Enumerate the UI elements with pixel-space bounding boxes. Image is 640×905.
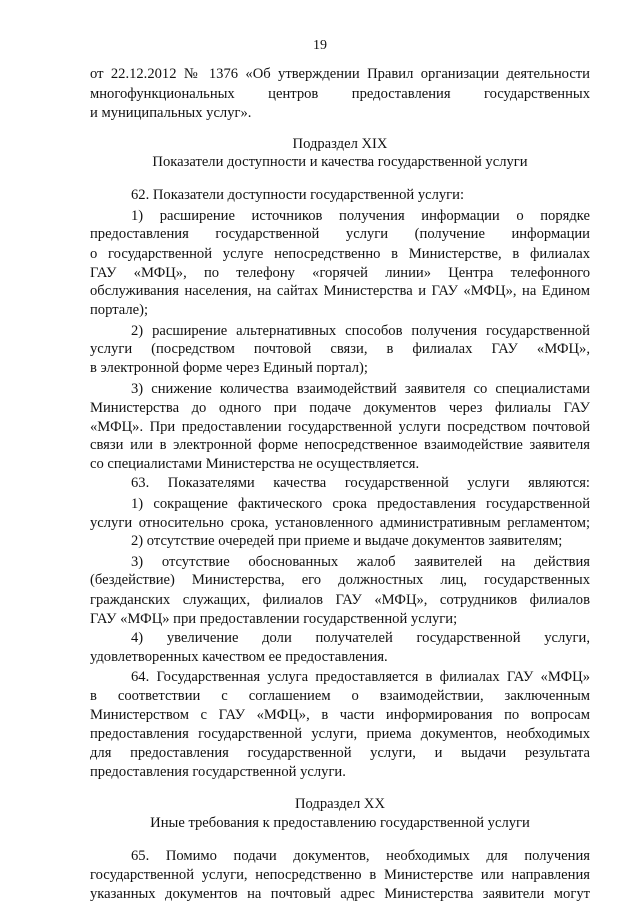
subsection-title: Показатели доступности и качества государственной услуги: [152, 154, 528, 170]
text-line: ГАУ «МФЦ», по телефону «горячей линии» Центра телефонного: [90, 265, 590, 281]
text-line: для предоставления государственной услуги, и выдачи результата: [90, 745, 590, 761]
text-line: 4) увеличение доли получателей государственной услуги,: [131, 630, 590, 646]
text-line: услуги относительно срока, установленного административным регламентом;: [90, 515, 590, 531]
text-line: «МФЦ». При предоставлении государственной услуги посредством почтовой: [90, 419, 590, 435]
text-line: обслуживания населения, на сайтах Министерства и ГАУ «МФЦ», на Едином: [90, 283, 590, 299]
text-line: 65. Помимо подачи документов, необходимых для получения: [131, 848, 590, 864]
text-line: 62. Показатели доступности государственной услуги:: [131, 187, 465, 203]
text-line: услуги (посредством почтовой связи, в филиалах ГАУ «МФЦ»,: [90, 341, 590, 357]
text-line: удовлетворенных качеством ее предоставления.: [90, 649, 388, 665]
text-line: предоставления государственной услуги (получение информации: [90, 226, 590, 242]
text-line: 3) отсутствие обоснованных жалоб заявителей на действия: [131, 554, 590, 570]
text-line: со специалистами Министерства не осуществляется.: [90, 456, 420, 472]
page-number: 19: [313, 38, 327, 53]
text-line: в соответствии с соглашением о взаимодействии, заключенным: [90, 688, 590, 704]
text-line: указанных документов на почтовый адрес Министерства заявители могут: [90, 886, 590, 902]
text-line: предоставления государственной услуги.: [90, 764, 346, 780]
text-line: 64. Государственная услуга предоставляется в филиалах ГАУ «МФЦ»: [131, 669, 590, 685]
text-line: многофункциональных центров предоставления государственных: [90, 86, 590, 102]
text-line: связи или в электронной форме непосредственное взаимодействие заявителя: [90, 437, 590, 453]
text-line: Министерством с ГАУ «МФЦ», в части информирования по вопросам: [90, 707, 590, 723]
text-line: 2) расширение альтернативных способов получения государственной: [131, 323, 590, 339]
text-line: (бездействие) Министерства, его должностных лиц, государственных: [90, 572, 590, 588]
subsection-heading: Подраздел XX: [294, 796, 386, 812]
text-line: предоставления государственной услуги, приема документов, необходимых: [90, 726, 590, 742]
text-line: в электронной форме через Единый портал);: [90, 360, 368, 376]
text-line: государственной услуги, непосредственно в Министерстве или направления: [90, 867, 590, 883]
text-line: и муниципальных услуг».: [90, 105, 252, 121]
text-line: портале);: [90, 302, 149, 318]
text-line: о государственной услуге непосредственно в Министерстве, в филиалах: [90, 246, 590, 262]
text-line: ГАУ «МФЦ» при предоставлении государственной услуги;: [90, 611, 458, 627]
subsection-heading: Подраздел XIX: [292, 136, 388, 152]
text-line: 2) отсутствие очередей при приеме и выдаче документов заявителям;: [131, 533, 563, 549]
text-line: 1) сокращение фактического срока предоставления государственной: [131, 496, 590, 512]
text-line: Министерства до одного при подаче документов через филиалы ГАУ: [90, 400, 590, 416]
text-line: 63. Показателями качества государственной услуги являются:: [131, 475, 590, 491]
text-line: от 22.12.2012 № 1376 «Об утверждении Правил организации деятельности: [90, 66, 590, 82]
subsection-title: Иные требования к предоставлению государственной услуги: [150, 815, 530, 831]
text-line: 1) расширение источников получения информации о порядке: [131, 208, 590, 224]
text-line: 3) снижение количества взаимодействий заявителя со специалистами: [131, 381, 590, 397]
text-line: гражданских служащих, филиалов ГАУ «МФЦ», сотрудников филиалов: [90, 592, 590, 608]
